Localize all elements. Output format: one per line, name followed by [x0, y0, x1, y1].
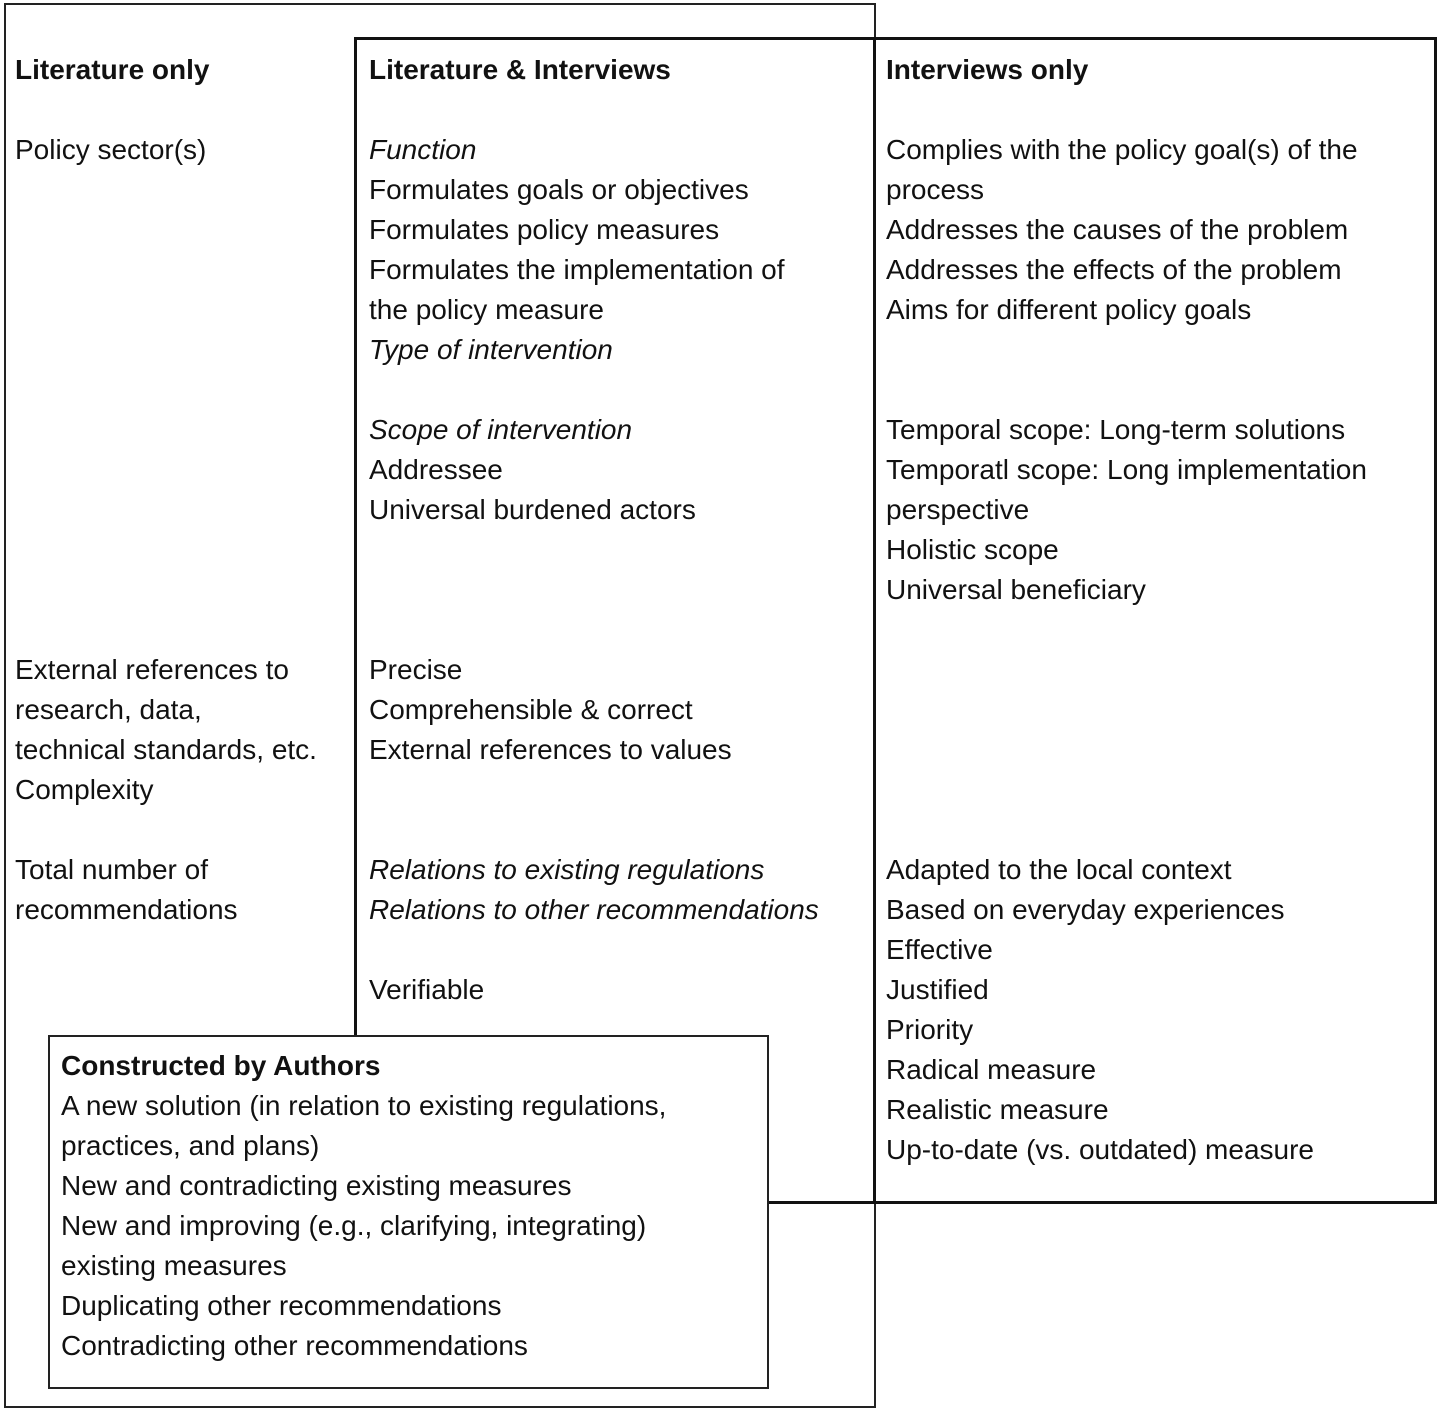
criterion-line: Universal burdened actors [369, 494, 696, 525]
criterion-line: Total number of [15, 854, 208, 885]
criterion-line: Formulates the implementation of [369, 254, 785, 285]
criterion-line: Policy sector(s) [15, 134, 207, 165]
criterion-line: Up-to-date (vs. outdated) measure [886, 1134, 1314, 1165]
criterion-line: New and improving (e.g., clarifying, integrating) [61, 1210, 647, 1241]
interviews-divider [873, 37, 876, 1204]
criterion-line: Type of intervention [369, 334, 613, 365]
criterion-line: Precise [369, 654, 463, 685]
criterion-line: process [886, 174, 985, 205]
criterion-line: perspective [886, 494, 1030, 525]
criterion-line: Formulates goals or objectives [369, 174, 749, 205]
criterion-line: Priority [886, 1014, 974, 1045]
criterion-line: technical standards, etc. [15, 734, 317, 765]
literature-interviews-group [369, 410, 696, 530]
literature-interviews-group [369, 130, 785, 370]
criterion-line: Addressee [369, 454, 503, 485]
constructed-by-authors-box [48, 1035, 769, 1389]
criterion-line: Adapted to the local context [886, 854, 1232, 885]
criterion-line: recommendations [15, 894, 238, 925]
literature-interviews-group [369, 850, 819, 930]
criterion-line: External references to values [369, 734, 732, 765]
criterion-line: Aims for different policy goals [886, 294, 1252, 325]
literature-interviews-group [369, 970, 484, 1010]
criterion-line: External references to [15, 654, 289, 685]
criterion-line: Complexity [15, 774, 154, 805]
criterion-line: Verifiable [369, 974, 485, 1005]
criterion-line: Function [369, 134, 477, 165]
criterion-line: Complies with the policy goal(s) of the [886, 134, 1358, 165]
constructed-by-authors-group [61, 1086, 666, 1366]
criterion-line: existing measures [61, 1250, 287, 1281]
criterion-line: Addresses the effects of the problem [886, 254, 1342, 285]
literature-interviews-header: Literature & Interviews [369, 54, 671, 85]
criterion-line: Universal beneficiary [886, 574, 1146, 605]
criterion-line: Temporal scope: Long-term solutions [886, 414, 1346, 445]
literature-only-header: Literature only [15, 54, 210, 85]
criterion-line: Formulates policy measures [369, 214, 720, 245]
criterion-line: Scope of intervention [369, 414, 633, 445]
criterion-line: Realistic measure [886, 1094, 1109, 1125]
criterion-line: Contradicting other recommendations [61, 1330, 528, 1361]
criterion-line: Relations to existing regulations [369, 854, 765, 885]
criterion-line: practices, and plans) [61, 1130, 320, 1161]
literature-only-group [15, 130, 206, 170]
criterion-line: Comprehensible & correct [369, 694, 693, 725]
interviews-only-header: Interviews only [886, 54, 1089, 85]
criterion-line: Radical measure [886, 1054, 1097, 1085]
criterion-line: the policy measure [369, 294, 605, 325]
literature-only-group [15, 650, 317, 810]
criterion-line: A new solution (in relation to existing regulations, [61, 1090, 667, 1121]
criterion-line: Based on everyday experiences [886, 894, 1285, 925]
interviews-only-group [886, 130, 1358, 330]
criterion-line: Temporatl scope: Long implementation [886, 454, 1367, 485]
criterion-line: Duplicating other recommendations [61, 1290, 502, 1321]
interviews-only-group [886, 410, 1367, 610]
constructed-by-authors-header: Constructed by Authors [61, 1050, 381, 1081]
literature-interviews-group [369, 650, 732, 770]
criterion-line: research, data, [15, 694, 202, 725]
criterion-line: Addresses the causes of the problem [886, 214, 1349, 245]
criterion-line: Relations to other recommendations [369, 894, 819, 925]
interviews-only-group [886, 850, 1314, 1170]
criterion-line: Holistic scope [886, 534, 1059, 565]
criterion-line: Effective [886, 934, 993, 965]
criterion-line: New and contradicting existing measures [61, 1170, 572, 1201]
literature-only-group [15, 850, 238, 930]
criterion-line: Justified [886, 974, 989, 1005]
